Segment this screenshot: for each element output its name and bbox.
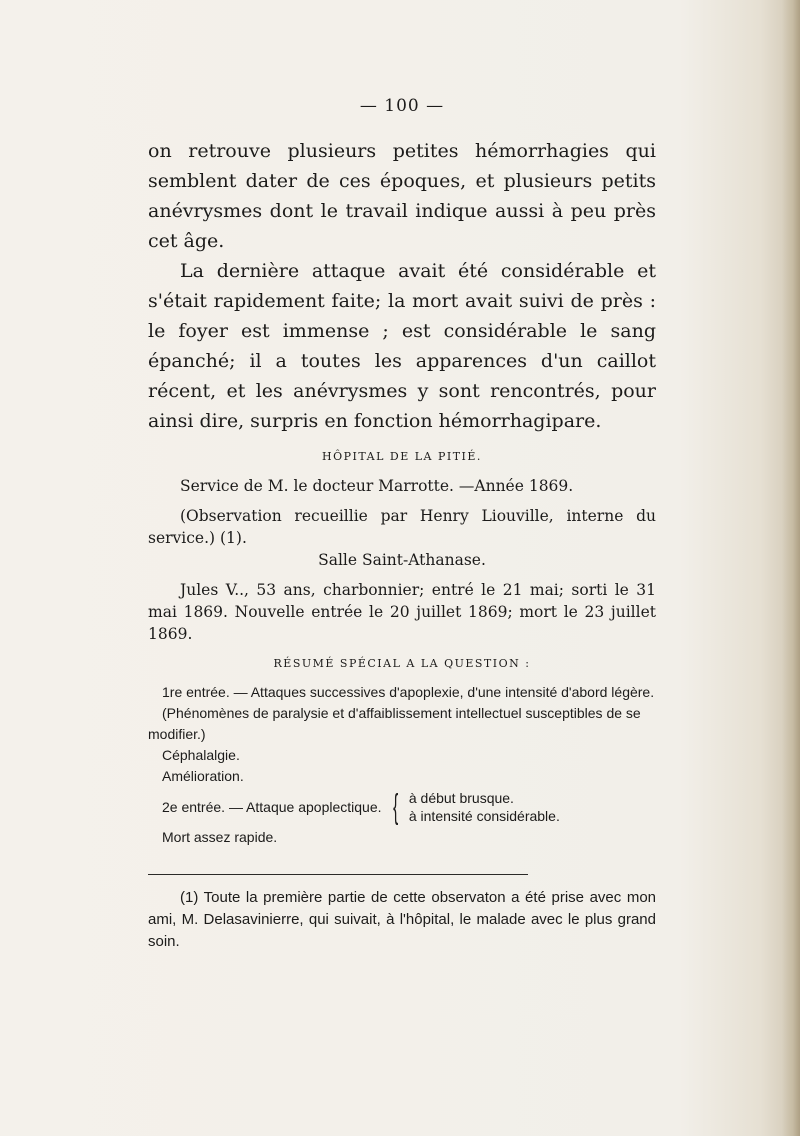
patient-text: Jules V.., 53 ans, charbonnier; entré le 21 mai; sorti le 31 mai 1869. Nouvelle entrée le 20 juillet 1869; mort le 23 juillet 1869. (148, 581, 656, 643)
summary-entry-2-detail-a: à début brusque. (408, 790, 514, 806)
page-edge-shadow (782, 0, 800, 1136)
paragraph-2: La dernière attaque avait été considérable et s'était rapidement faite; la mort avait suivi de près : le foyer est immense ; est considérable le sang épanché; il a toutes les apparences d'un caillot récent, et les anévrysmes y sont rencontrés, pour ainsi dire, surpris en fonction hémorrhagipare. (148, 260, 656, 432)
hospital-heading: HÔPITAL DE LA PITIÉ. (322, 450, 482, 463)
summary-block (148, 682, 656, 848)
service-line: Service de M. le docteur Marrotte. —Année 1869. (180, 477, 574, 495)
summary-mort: Mort assez rapide. (162, 829, 278, 845)
brace-icon: { (392, 788, 398, 826)
page-content (148, 96, 656, 953)
salle-name: Salle Saint-Athanase. (318, 551, 486, 569)
footnote-divider (148, 874, 528, 875)
summary-cephalalgie: Céphalalgie. (162, 747, 240, 763)
paragraph-1: on retrouve plusieurs petites hémorrhagies qui semblent dater de ces époques, et plusieurs petits anévrysmes dont le travail indique aussi à peu près cet âge. (148, 140, 656, 252)
observation-note: (Observation recueillie par Henry Liouville, interne du service.) (1). (148, 507, 656, 547)
summary-amelioration: Amélioration. (162, 768, 244, 784)
summary-entry-1-note: (Phénomènes de paralysie et d'affaiblissement intellectuel susceptibles de se modifier.) (148, 705, 641, 742)
summary-entry-2-detail-b: à intensité considérable. (408, 808, 560, 824)
page-number: — 100 — (359, 96, 445, 116)
summary-entry-2-details (409, 789, 560, 825)
summary-entry-2-label: 2e entrée. — Attaque apoplectique. (162, 798, 382, 815)
summary-entry-2 (148, 789, 656, 825)
summary-heading: RÉSUMÉ SPÉCIAL A LA QUESTION : (273, 657, 531, 670)
footnote: (1) Toute la première partie de cette observaton a été prise avec mon ami, M. Delasavinierre, qui suivait, à l'hôpital, le malade avec le plus grand soin. (148, 889, 656, 950)
summary-entry-1: 1re entrée. — Attaques successives d'apoplexie, d'une intensité d'abord légère. (162, 684, 655, 700)
